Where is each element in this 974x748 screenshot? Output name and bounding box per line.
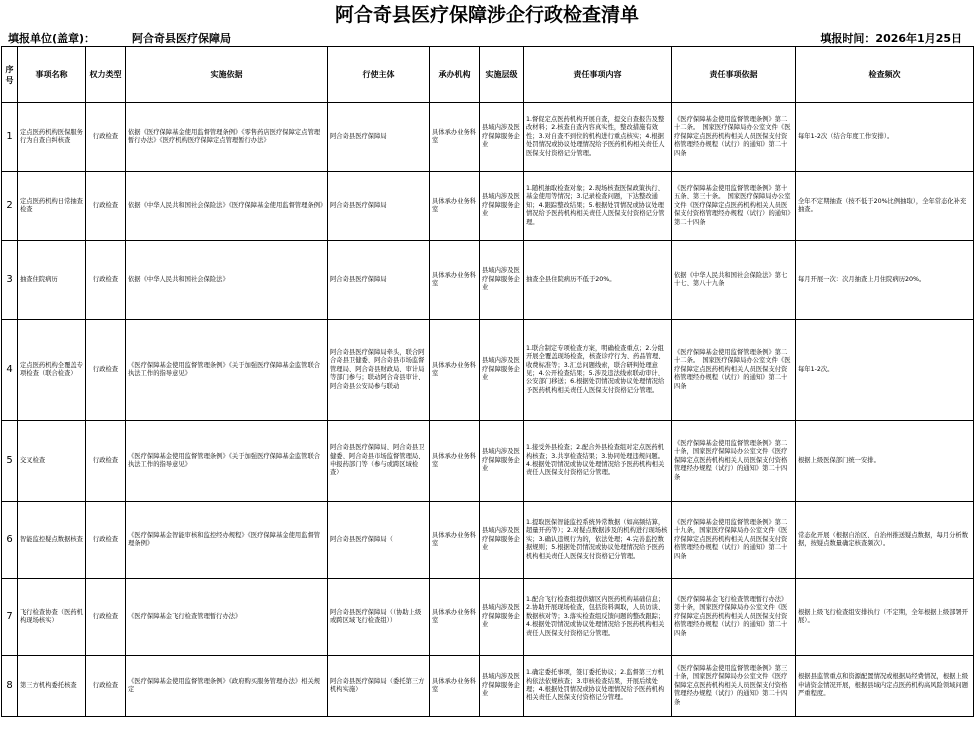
cell-org: 具体承办业务科室	[430, 656, 480, 717]
cell-subject: 阿合奇县医疗保障局（	[328, 502, 430, 579]
header-name: 事项名称	[18, 47, 86, 103]
table-row	[2, 241, 974, 320]
header-freq: 检查频次	[796, 47, 974, 103]
cell-org: 具体承办业务科室	[430, 421, 480, 502]
header-subject: 行使主体	[328, 47, 430, 103]
table-row	[2, 172, 974, 241]
header-duty: 责任事项内容	[524, 47, 672, 103]
table-row	[2, 421, 974, 502]
cell-name: 抽查住院病历	[18, 241, 86, 320]
cell-basis: 《医疗保障基金使用监督管理条例》《关于加强医疗保障基金监管联合执法工作的指导意见》	[126, 421, 328, 502]
cell-basis: 依据《中华人民共和国社会保险法》	[126, 241, 328, 320]
table-row	[2, 320, 974, 421]
cell-type: 行政检查	[86, 421, 126, 502]
cell-subject: 阿合奇县医疗保障局	[328, 241, 430, 320]
cell-duty-basis: 《医疗保障基金使用监督管理条例》第三十条，国家医疗保障局办公室文件《医疗保障定点医药机构相关人员医保支付资格管理经办规程（试行）的通知》第二十四条	[672, 656, 796, 717]
cell-type: 行政检查	[86, 103, 126, 172]
cell-level: 县域内涉及医疗保障服务企业	[480, 320, 524, 421]
cell-level: 县域内涉及医疗保障服务企业	[480, 241, 524, 320]
cell-freq: 每年1-2次。	[796, 320, 974, 421]
cell-org: 具体承办业务科室	[430, 103, 480, 172]
cell-org: 具体承办业务科室	[430, 241, 480, 320]
cell-duty-basis: 《医疗保障基金使用监督管理条例》第二十二条。 国家医疗保障局办公室文件《医疗保障定点医药机构相关人员医保支付资格管理经办规程（试行）的通知》第二十四条	[672, 320, 796, 421]
cell-basis: 《医疗保障基金智能审核和监控经办规程》《医疗保障基金使用监督管理条例》	[126, 502, 328, 579]
cell-freq: 每年1-2次（结合年度工作安排）。	[796, 103, 974, 172]
cell-no: 7	[2, 579, 18, 656]
cell-name: 交叉检查	[18, 421, 86, 502]
cell-freq: 根据县监管重点和资源配置情况或根据局经费情况，根据上级申请资金情况开展，根据县域内定点医药机构高风险领域问题严重程度。	[796, 656, 974, 717]
cell-duty-basis: 《医疗保障基金使用监督管理条例》第二十二条。 国家医疗保障局办公室文件《医疗保障定点医药机构相关人员医保支付资格管理经办规程（试行）的通知》第二十四条	[672, 103, 796, 172]
cell-no: 1	[2, 103, 18, 172]
cell-type: 行政检查	[86, 656, 126, 717]
cell-type: 行政检查	[86, 502, 126, 579]
cell-no: 6	[2, 502, 18, 579]
header-no: 序号	[2, 47, 18, 103]
cell-no: 8	[2, 656, 18, 717]
cell-duty: 1.联合制定专项检查方案，明确检查重点；2.分组开展全覆盖现场检查，核查诊疗行为、药品管理、收费标准等；3.汇总问题线索，联合研判处理意见；4.公开检查结果；5.涉及违法线索联动审计、公安部门移送；6.根据处罚情况或协议处理情况给予医药机构相关责任人医保支付资格记分管理。	[524, 320, 672, 421]
cell-level: 县域内涉及医疗保障服务企业	[480, 172, 524, 241]
cell-duty: 1.随机抽取检查对象；2.现场核查医保政策执行、基金使用等情况；3.记录检查问题，下达整改通知；4.跟踪整改结果；5.根据处罚情况或协议处理情况给予医药机构相关责任人医保支付资格记分管理。	[524, 172, 672, 241]
cell-freq: 根据上级飞行检查组安排执行（不定期，全年根据上级部署开展）。	[796, 579, 974, 656]
cell-no: 2	[2, 172, 18, 241]
cell-freq: 根据上级医保部门统一安排。	[796, 421, 974, 502]
cell-basis: 《医疗保障基金飞行检查管理暂行办法》	[126, 579, 328, 656]
cell-type: 行政检查	[86, 320, 126, 421]
cell-level: 县域内涉及医疗保障服务企业	[480, 502, 524, 579]
cell-org: 具体承办业务科室	[430, 579, 480, 656]
fill-time: 填报时间：2026年1月25日	[820, 32, 962, 45]
table-row	[2, 656, 974, 717]
cell-type: 行政检查	[86, 579, 126, 656]
cell-duty: 抽查全县住院病历不低于20%。	[524, 241, 672, 320]
cell-subject: 阿合奇县医疗保障局（委托第三方机构实施）	[328, 656, 430, 717]
cell-name: 智能监控疑点数据核查	[18, 502, 86, 579]
table-header-row	[2, 47, 974, 103]
cell-subject: 阿合奇县医疗保障局	[328, 172, 430, 241]
cell-basis: 依据《医疗保障基金使用监督管理条例》《零售药店医疗保障定点管理暂行办法》《医疗机构医疗保障定点管理暂行办法》	[126, 103, 328, 172]
cell-type: 行政检查	[86, 172, 126, 241]
cell-duty: 1.督促定点医药机构开展自查，提交自查报告及整改材料；2.核查自查内容真实性，整改措施有效性；3.对自查不到位的机构进行重点核实；4.根据处罚情况或协议处理情况给予医药机构相关责任人医保支付资格记分管理。	[524, 103, 672, 172]
cell-name: 飞行检查协查（医药机构现场核实）	[18, 579, 86, 656]
cell-no: 4	[2, 320, 18, 421]
cell-type: 行政检查	[86, 241, 126, 320]
table-row	[2, 579, 974, 656]
form-meta	[0, 28, 974, 46]
cell-level: 县域内涉及医疗保障服务企业	[480, 656, 524, 717]
cell-duty: 1.接受外县检查；2.配合外县检查组对定点医药机构核查；3.共享检查结果；3.协同处理违规问题。4.根据处罚情况或协议处理情况给予医药机构相关责任人医保支付资格记分管理。	[524, 421, 672, 502]
header-org: 承办机构	[430, 47, 480, 103]
cell-name: 定点医药机构日常抽查检查	[18, 172, 86, 241]
inspection-table	[1, 46, 974, 717]
cell-freq: 全年不定期抽查（按不低于20%比例抽取），全年常态化补充抽查。	[796, 172, 974, 241]
cell-no: 3	[2, 241, 18, 320]
cell-duty: 1.提取医保智能监控系统异常数据（如高频结算，超量开药等）；2.对疑点数据涉及的机构进行现场核实；3.确认违规行为的，依法处理；4.完善监控数据规则；5.根据处罚情况或协议处理情况给予医药机构相关责任人医保支付资格记分管理。	[524, 502, 672, 579]
cell-subject: 阿合奇县医疗保障局、阿合奇县卫健委、阿合奇县市场监督管理局、申报药部门等（参与或跨区域检查）	[328, 421, 430, 502]
cell-basis: 《医疗保障基金使用监督管理条例》《政府购买服务管理办法》相关规定	[126, 656, 328, 717]
cell-duty-basis: 依据《中华人民共和国社会保险法》第七十七、第八十九条	[672, 241, 796, 320]
cell-level: 县域内涉及医疗保障服务企业	[480, 579, 524, 656]
cell-subject: 阿合奇县医疗保障局牵头，联合阿合奇县卫健委、阿合奇县市场监督管理局、阿合奇县财政局、审计局等部门参与；联动阿合奇县审计、阿合奇县公安局参与联动	[328, 320, 430, 421]
cell-no: 5	[2, 421, 18, 502]
cell-level: 县域内涉及医疗保障服务企业	[480, 421, 524, 502]
cell-freq: 常态化开展（根据自治区、自治州推送疑点数据，每月分析数据，按疑点数量确定核查频次）。	[796, 502, 974, 579]
cell-basis: 依据《中华人民共和国社会保险法》《医疗保障基金使用监督管理条例》	[126, 172, 328, 241]
unit-value: 阿合奇县医疗保障局	[132, 32, 231, 45]
cell-name: 定点医药机构医保服务行为自查自纠核查	[18, 103, 86, 172]
table-row	[2, 103, 974, 172]
cell-duty-basis: 《医疗保障基金使用监督管理条例》第二十条，国家医疗保障局办公室文件《医疗保障定点医药机构相关人员医保支付资格管理经办规程（试行）的通知》第二十四条	[672, 421, 796, 502]
header-duty-basis: 责任事项依据	[672, 47, 796, 103]
cell-org: 具体承办业务科室	[430, 320, 480, 421]
cell-org: 具体承办业务科室	[430, 502, 480, 579]
cell-freq: 每月开展一次：次月抽查上月住院病历20%。	[796, 241, 974, 320]
table-row	[2, 502, 974, 579]
unit-label: 填报单位(盖章)：	[8, 32, 96, 45]
cell-duty-basis: 《医疗保障基金飞行检查管理暂行办法》第十条，国家医疗保障局办公室文件《医疗保障定点医药机构相关人员医保支付资格管理经办规程（试行）的通知》第二十四条	[672, 579, 796, 656]
cell-level: 县域内涉及医疗保障服务企业	[480, 103, 524, 172]
cell-duty-basis: 《医疗保障基金使用监督管理条例》第十五条、第三十条。 国家医疗保障局办公室文件《医疗保障定点医药机构相关人员医保支付资格管理经办规程（试行）的通知》第二十四条	[672, 172, 796, 241]
page-title: 阿合奇县医疗保障涉企行政检查清单	[334, 4, 639, 26]
cell-org: 具体承办业务科室	[430, 172, 480, 241]
header-basis: 实施依据	[126, 47, 328, 103]
cell-subject: 阿合奇县医疗保障局	[328, 103, 430, 172]
cell-name: 定点医药机构全覆盖专项检查（联合检查）	[18, 320, 86, 421]
cell-duty: 1.确定委托事项，签订委托协议；2.监督第三方机构依法依规核查；3.审核检查结果，开展后续处理；4.根据处罚情况或协议处理情况给予医药机构相关责任人医保支付资格记分管理。	[524, 656, 672, 717]
cell-duty: 1.配合飞行检查组提供辖区内医药机构基础信息；2.协助开展现场检查，包括资料调取，人员访谈、数据核对等；3.落实检查组反馈问题的整改跟踪；4.根据处罚情况或协议处理情况给予医药机构相关责任人医保支付资格记分管理。	[524, 579, 672, 656]
cell-subject: 阿合奇县医疗保障局（（协助上级或跨区域飞行检查组））	[328, 579, 430, 656]
cell-name: 第三方机构委托核查	[18, 656, 86, 717]
header-type: 权力类型	[86, 47, 126, 103]
cell-duty-basis: 《医疗保障基金使用监督管理条例》第二十九条，国家医疗保障局办公室文件《医疗保障定点医药机构相关人员医保支付资格管理经办规程（试行）的通知》第二十四条	[672, 502, 796, 579]
header-level: 实施层级	[480, 47, 524, 103]
cell-basis: 《医疗保障基金使用监督管理条例》《关于加强医疗保障基金监管联合执法工作的指导意见》	[126, 320, 328, 421]
